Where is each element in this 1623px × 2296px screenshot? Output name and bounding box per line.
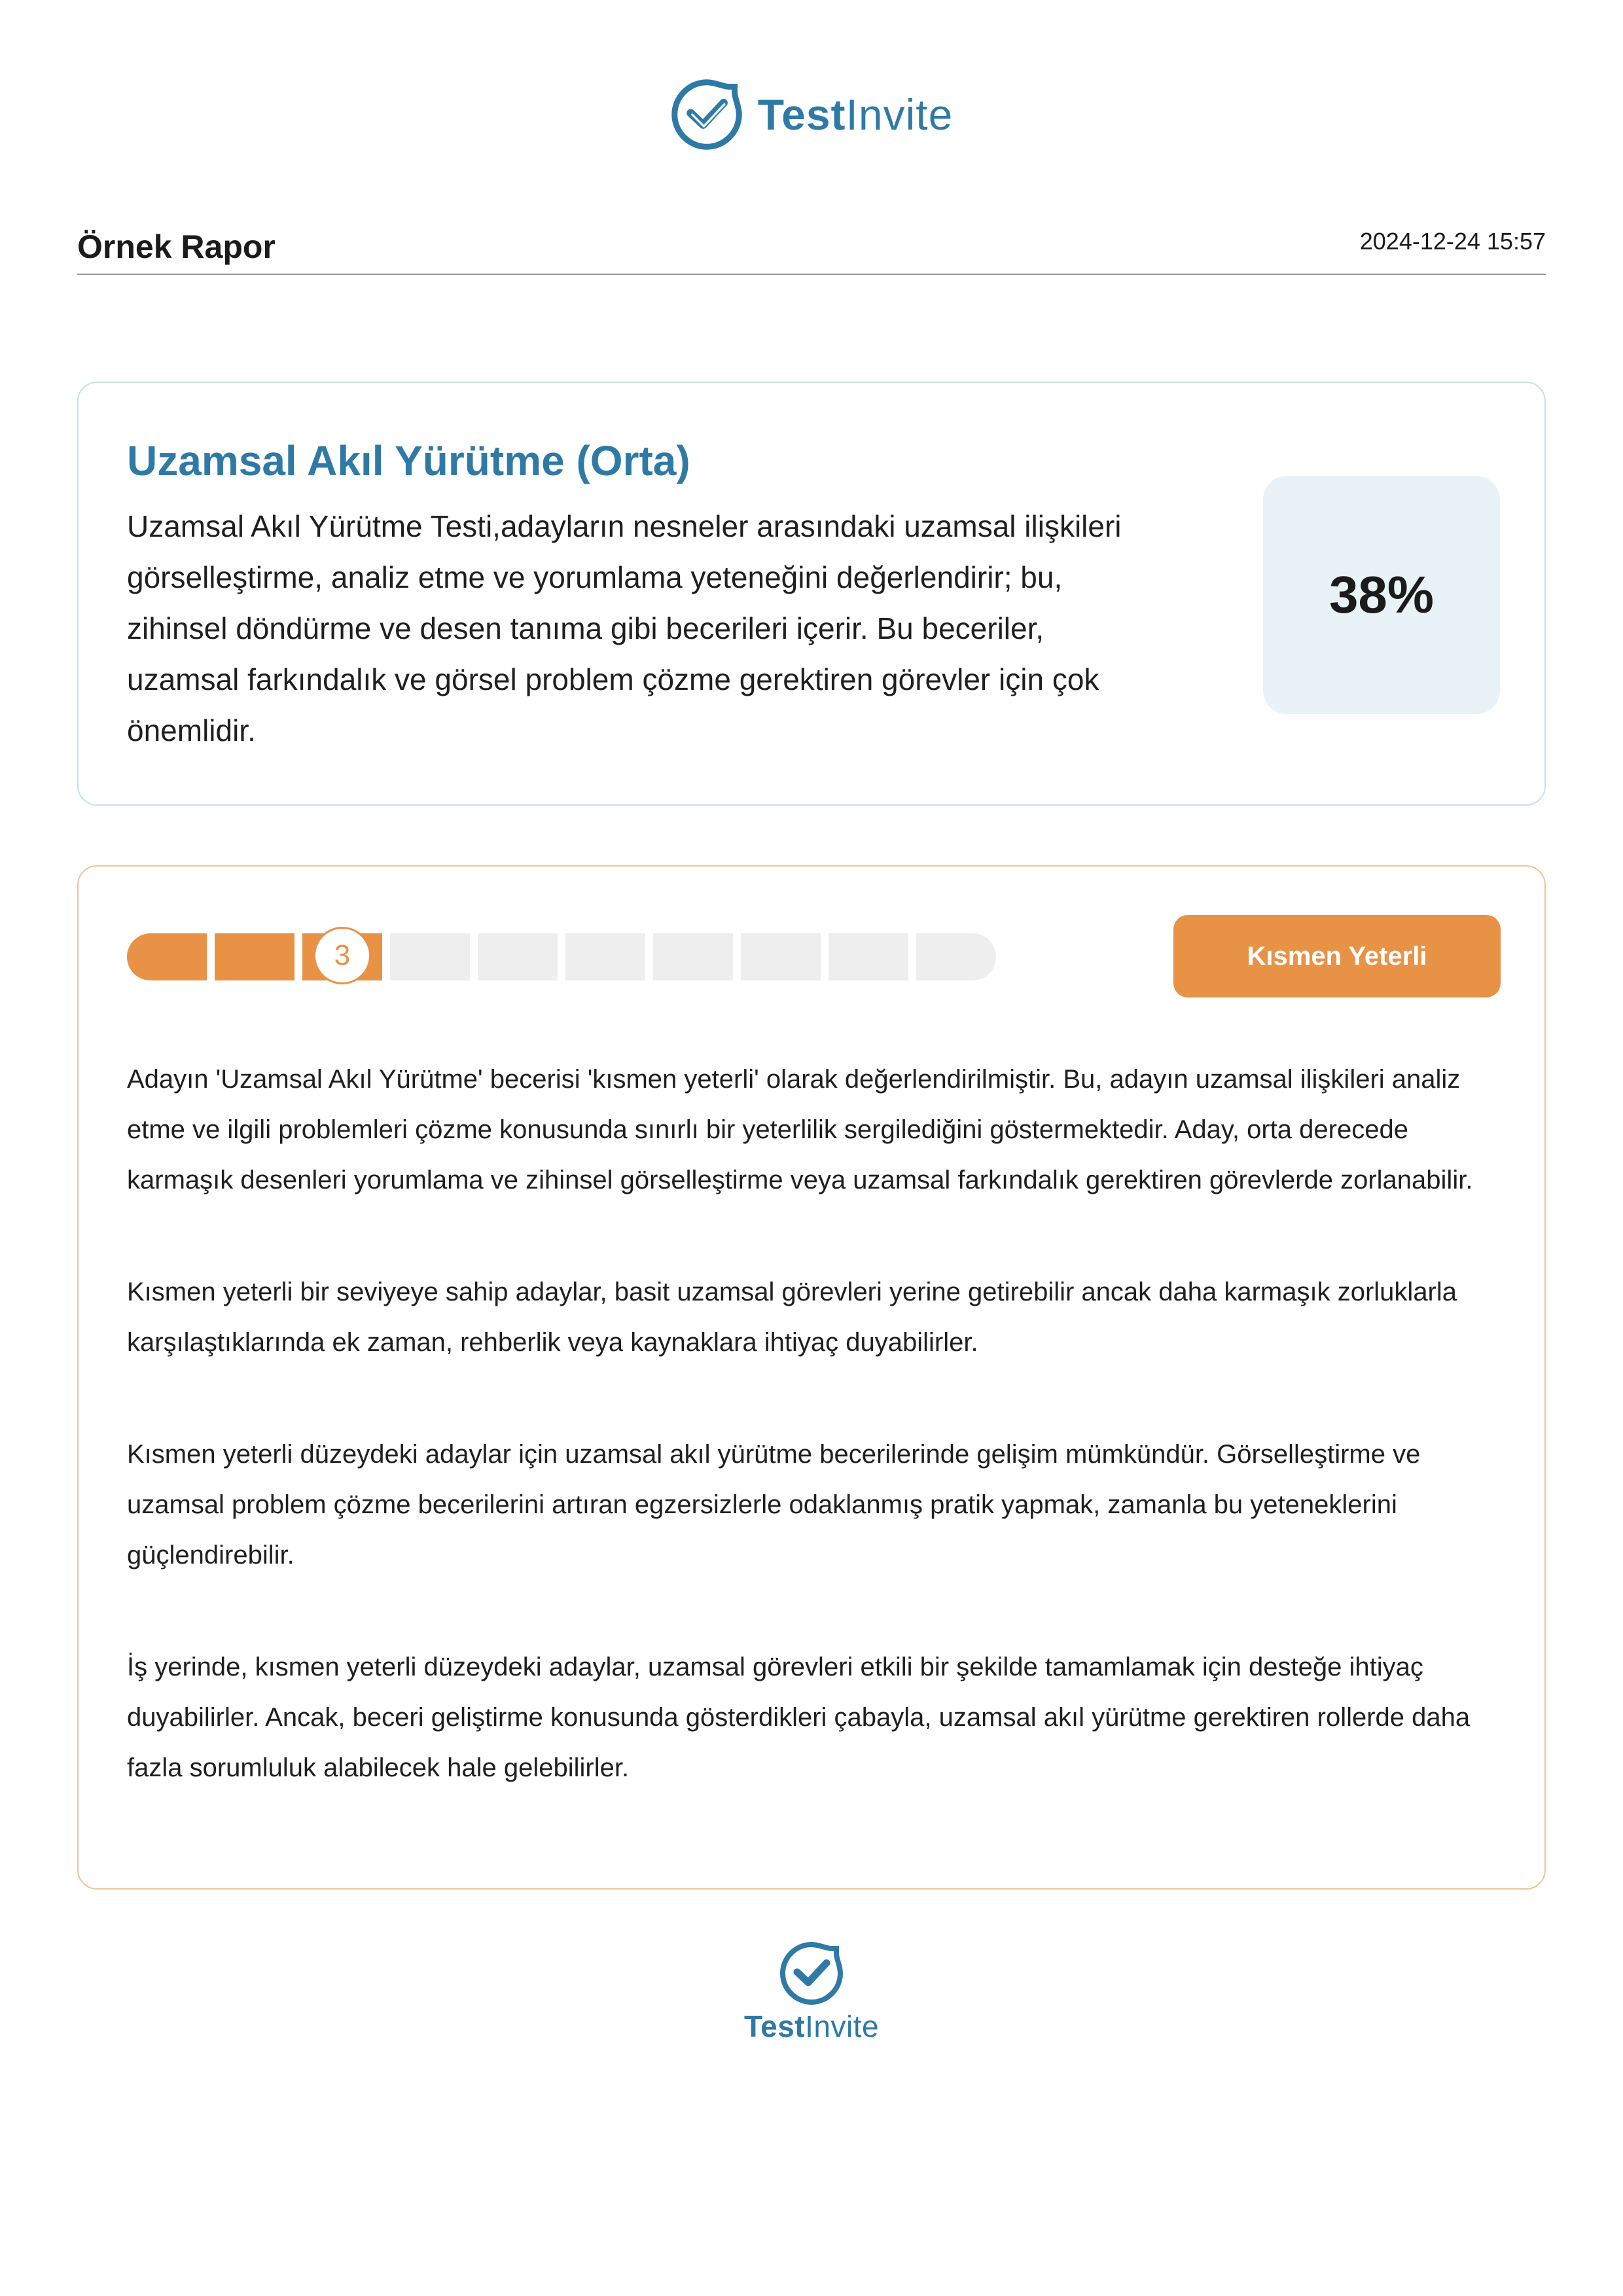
report-header [77,221,1546,275]
check-shield-icon [779,1941,844,2006]
level-segment-4 [390,933,470,980]
brand-footer [0,1941,1623,2041]
brand-footer-text [744,2011,879,2041]
report-datetime: 2024-12-24 15:57 [1359,228,1546,255]
level-marker: 3 [313,927,371,984]
level-segment-9 [829,933,908,980]
brand-name-bold: Test [757,90,846,139]
level-segment-10 [916,933,996,980]
level-label-button[interactable]: Kısmen Yeterli [1173,915,1501,997]
score-value: 38% [1329,565,1435,624]
level-description [127,1054,1499,1855]
level-segment-6 [565,933,645,980]
brand-logo-text [757,90,954,139]
level-paragraph-2: Kısmen yeterli bir seviyeye sahip adaylar, basit uzamsal görevleri yerine getirebilir ancak daha karmaşık zorluklarla karşılaştıklarında ek zaman, rehberlik veya kaynaklara ihtiyaç duyabilirler. [127,1278,1457,1357]
level-paragraph-4: İş yerinde, kısmen yeterli düzeydeki adaylar, uzamsal görevleri etkili bir şekilde tamamlamak için desteğe ihtiyaç duyabilirler. Ancak, beceri geliştirme konusunda gösterdikleri çabayla, uzamsal akıl yürütme gerektiren rollerde daha fazla sorumluluk alabilecek hale gelebilirler. [127,1653,1471,1782]
level-progress-bar [127,933,995,980]
brand-header [0,72,1623,157]
level-segment-7 [653,933,733,980]
score-box [1263,476,1500,714]
skill-card [77,382,1546,806]
level-segment-2 [215,933,294,980]
check-shield-icon [670,78,743,151]
brand-footer-name-regular: Invite [805,2009,880,2043]
level-card [77,865,1546,1890]
skill-description: Uzamsal Akıl Yürütme Testi,adayların nesneler arasındaki uzamsal ilişkileri görselleştirme, analiz etme ve yorumlama yeteneğini değerlendirir; bu, zihinsel döndürme ve desen tanıma gibi becerileri içerir. Bu beceriler, uzamsal farkındalık ve görsel problem çözme gerektiren görevler için çok önemlidir. [127,509,1122,747]
brand-name-regular: Invite [846,90,954,139]
level-segment-8 [741,933,821,980]
skill-title: Uzamsal Akıl Yürütme (Orta) [127,437,690,484]
brand-footer-name-bold: Test [743,2009,806,2043]
report-title: Örnek Rapor [77,228,276,265]
level-segment-5 [478,933,558,980]
level-segment-1 [127,933,207,980]
level-paragraph-3: Kısmen yeterli düzeydeki adaylar için uzamsal akıl yürütme becerilerinde gelişim mümkündür. Görselleştirme ve uzamsal problem çözme becerilerini artıran egzersizlerle odaklanmış pratik yapmak, zamanla bu yeteneklerini güçlendirebilir. [127,1440,1421,1570]
level-paragraph-1: Adayın 'Uzamsal Akıl Yürütme' becerisi 'kısmen yeterli' olarak değerlendirilmiştir. Bu, adayın uzamsal ilişkileri analiz etme ve ilgili problemleri çözme konusunda sınırlı bir yeterlilik sergilediğini göstermektedir. Aday, orta derecede karmaşık desenleri yorumlama ve zihinsel görselleştirme veya uzamsal farkındalık gerektiren görevlerde zorlanabilir. [127,1065,1473,1194]
